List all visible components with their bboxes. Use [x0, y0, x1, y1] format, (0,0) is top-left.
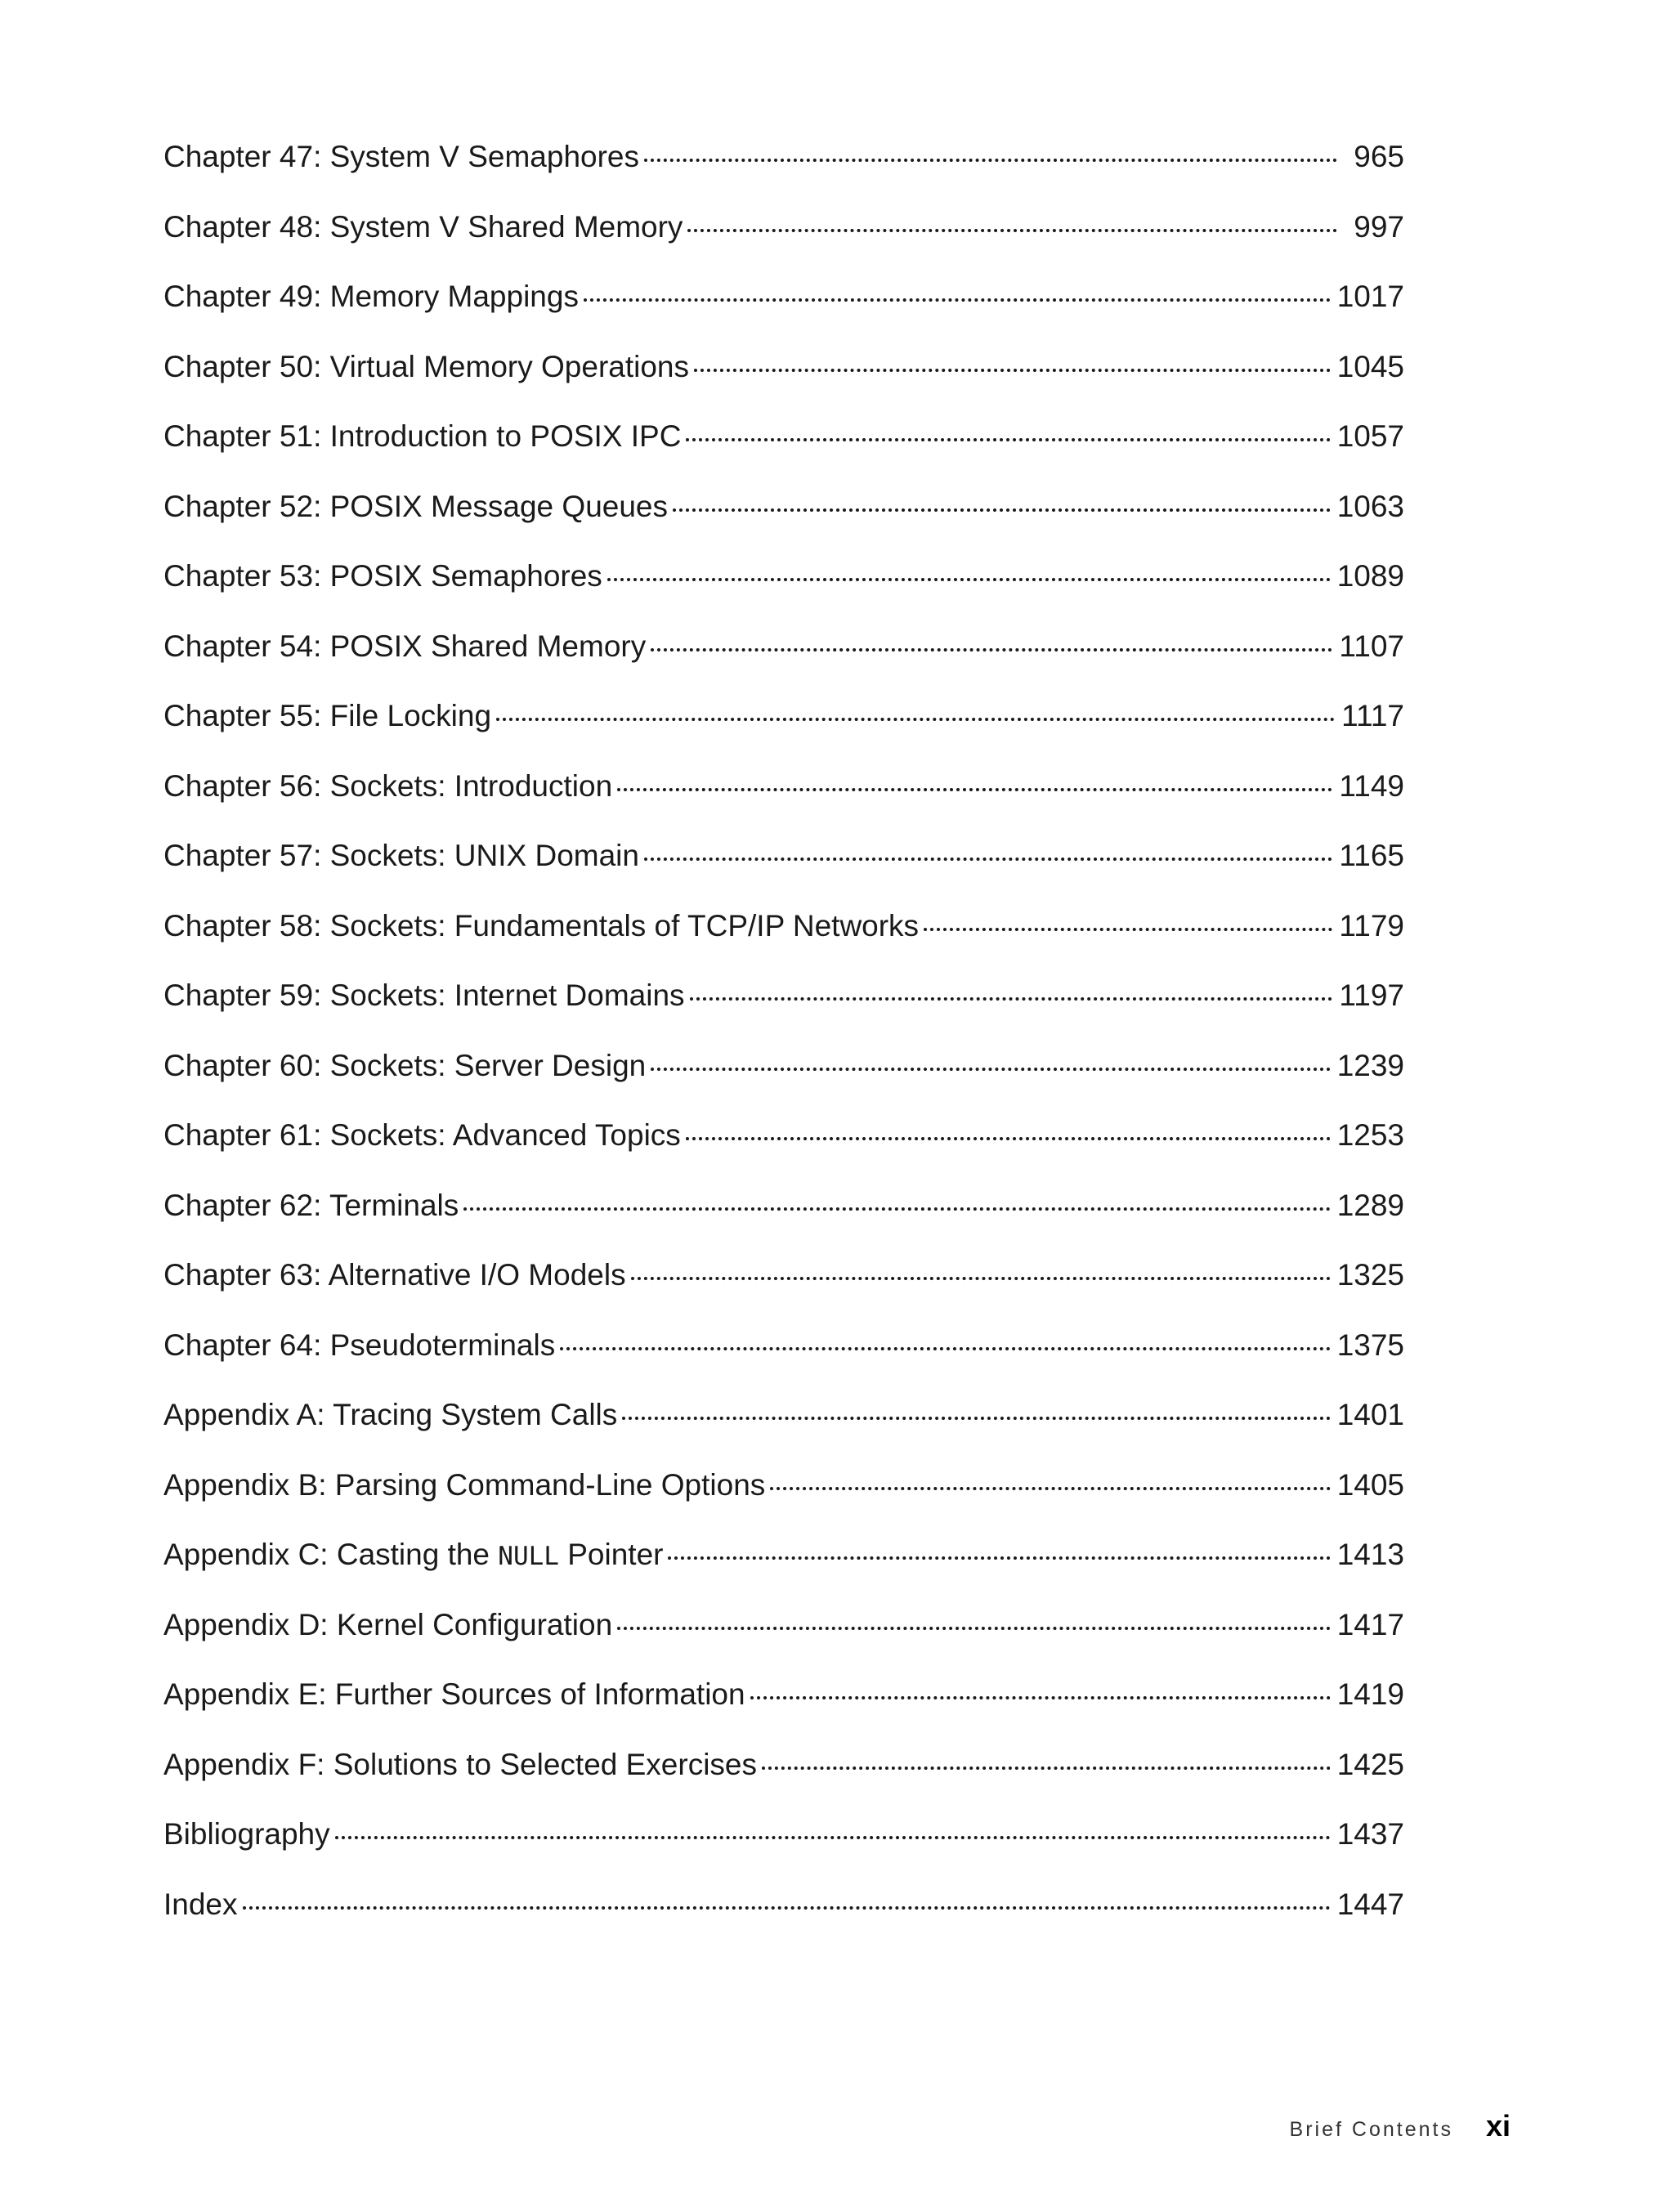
dot-leader	[607, 578, 1331, 581]
dot-leader	[668, 1556, 1330, 1560]
dot-leader	[622, 1417, 1330, 1420]
toc-entry[interactable]	[163, 345, 1404, 415]
toc-entry[interactable]	[163, 1393, 1404, 1463]
entry-title: Chapter 53: POSIX Semaphores	[163, 559, 602, 593]
entry-title: Chapter 48: System V Shared Memory	[163, 209, 683, 244]
entry-page-number: 1289	[1336, 1188, 1404, 1222]
entry-page-number: 1447	[1336, 1887, 1404, 1921]
entry-page-number: 1425	[1336, 1747, 1404, 1781]
entry-title	[163, 1533, 663, 1578]
dot-leader	[686, 438, 1330, 441]
entry-title: Chapter 64: Pseudoterminals	[163, 1328, 556, 1362]
entry-title: Chapter 57: Sockets: UNIX Domain	[163, 839, 639, 872]
entry-page-number: 1063	[1336, 489, 1404, 523]
entry-title: Chapter 61: Sockets: Advanced Topics	[163, 1118, 681, 1152]
entry-title: Bibliography	[163, 1817, 330, 1851]
toc-entry[interactable]	[163, 205, 1404, 275]
dot-leader	[644, 857, 1332, 861]
toc-entry[interactable]	[163, 694, 1404, 764]
entry-page-number: 1417	[1336, 1607, 1404, 1641]
dot-leader	[673, 508, 1331, 512]
dot-leader	[750, 1696, 1331, 1699]
entry-page-number: 965	[1354, 140, 1404, 173]
entry-title: Index	[163, 1887, 238, 1921]
toc-entry[interactable]	[163, 625, 1404, 695]
entry-page-number: 1437	[1336, 1817, 1404, 1851]
dot-leader	[617, 1627, 1331, 1630]
dot-leader	[770, 1487, 1330, 1490]
toc-entry[interactable]	[163, 1113, 1404, 1184]
entry-title: Appendix E: Further Sources of Information	[163, 1677, 745, 1711]
dot-leader	[762, 1766, 1331, 1770]
entry-title: Chapter 47: System V Semaphores	[163, 140, 640, 173]
toc-entry[interactable]	[163, 1603, 1404, 1673]
toc-entry[interactable]	[163, 554, 1404, 625]
toc-entry[interactable]	[163, 764, 1404, 835]
dot-leader	[560, 1347, 1330, 1350]
entry-title-prefix: Appendix C: Casting the	[163, 1538, 499, 1571]
dot-leader	[496, 718, 1335, 721]
entry-title: Chapter 58: Sockets: Fundamentals of TCP/IP Networks	[163, 908, 920, 943]
toc-entry[interactable]	[163, 904, 1404, 974]
page-footer	[1290, 2109, 1511, 2143]
dot-leader	[584, 298, 1331, 302]
entry-page-number: 1089	[1336, 559, 1404, 593]
entry-page-number: 997	[1354, 209, 1404, 244]
entry-title: Chapter 55: File Locking	[163, 699, 492, 732]
dot-leader	[690, 997, 1333, 1001]
toc-entry[interactable]	[163, 1812, 1404, 1883]
entry-title: Appendix F: Solutions to Selected Exercises	[163, 1747, 757, 1781]
toc-entry[interactable]	[163, 1533, 1404, 1603]
entry-title: Chapter 60: Sockets: Server Design	[163, 1048, 647, 1082]
entry-page-number: 1179	[1339, 908, 1404, 943]
dot-leader	[617, 788, 1332, 791]
dot-leader	[651, 648, 1332, 652]
entry-title: Chapter 63: Alternative I/O Models	[163, 1258, 626, 1292]
entry-page-number: 1149	[1339, 768, 1404, 803]
dot-leader	[651, 1068, 1330, 1071]
dot-leader	[694, 369, 1331, 372]
entry-page-number: 1239	[1336, 1048, 1404, 1082]
entry-page-number: 1325	[1336, 1258, 1404, 1292]
entry-page-number: 1017	[1336, 280, 1404, 313]
toc-entry[interactable]	[163, 275, 1404, 345]
entry-page-number: 1197	[1339, 978, 1404, 1012]
entry-page-number: 1165	[1339, 839, 1404, 872]
entry-page-number: 1401	[1336, 1398, 1404, 1431]
entry-title-suffix: Pointer	[558, 1538, 664, 1571]
entry-page-number: 1419	[1336, 1677, 1404, 1711]
entry-page-number: 1405	[1336, 1467, 1404, 1502]
entry-page-number: 1057	[1336, 419, 1404, 453]
dot-leader	[631, 1277, 1331, 1280]
toc-entry[interactable]	[163, 485, 1404, 555]
toc-entry[interactable]	[163, 974, 1404, 1044]
dot-leader	[687, 229, 1337, 232]
entry-title: Chapter 51: Introduction to POSIX IPC	[163, 419, 682, 453]
entry-page-number: 1107	[1339, 629, 1404, 663]
entry-title: Chapter 59: Sockets: Internet Domains	[163, 978, 685, 1012]
entry-title: Appendix A: Tracing System Calls	[163, 1398, 618, 1431]
dot-leader	[644, 159, 1337, 162]
dot-leader	[686, 1137, 1331, 1140]
entry-title: Chapter 49: Memory Mappings	[163, 280, 579, 313]
entry-title: Chapter 62: Terminals	[163, 1188, 459, 1222]
toc-entry[interactable]	[163, 1743, 1404, 1813]
entry-page-number: 1117	[1341, 699, 1404, 732]
toc-entry[interactable]	[163, 135, 1404, 205]
entry-title: Chapter 50: Virtual Memory Operations	[163, 349, 690, 383]
dot-leader	[924, 928, 1332, 931]
table-of-contents	[163, 135, 1404, 1952]
toc-entry[interactable]	[163, 834, 1404, 904]
toc-entry[interactable]	[163, 1253, 1404, 1323]
toc-entry[interactable]	[163, 1672, 1404, 1743]
toc-entry[interactable]	[163, 414, 1404, 485]
page-number: xi	[1485, 2109, 1511, 2143]
entry-page-number: 1375	[1336, 1328, 1404, 1362]
toc-entry[interactable]	[163, 1323, 1404, 1394]
entry-page-number: 1413	[1336, 1538, 1404, 1571]
running-footer-label: Brief Contents	[1289, 2118, 1453, 2141]
entry-page-number: 1045	[1336, 349, 1404, 383]
dot-leader	[243, 1906, 1331, 1910]
entry-title: Chapter 56: Sockets: Introduction	[163, 768, 613, 803]
toc-entry[interactable]	[163, 1044, 1404, 1114]
entry-page-number: 1253	[1336, 1118, 1404, 1152]
toc-entry[interactable]	[163, 1184, 1404, 1254]
entry-title: Chapter 52: POSIX Message Queues	[163, 489, 669, 523]
toc-entry[interactable]	[163, 1883, 1404, 1953]
toc-entry[interactable]	[163, 1463, 1404, 1534]
entry-title-code: NULL	[498, 1542, 559, 1571]
entry-title: Appendix B: Parsing Command-Line Options	[163, 1467, 766, 1502]
entry-title: Appendix D: Kernel Configuration	[163, 1607, 613, 1641]
entry-title: Chapter 54: POSIX Shared Memory	[163, 629, 647, 663]
dot-leader	[335, 1836, 1331, 1839]
dot-leader	[463, 1207, 1330, 1211]
